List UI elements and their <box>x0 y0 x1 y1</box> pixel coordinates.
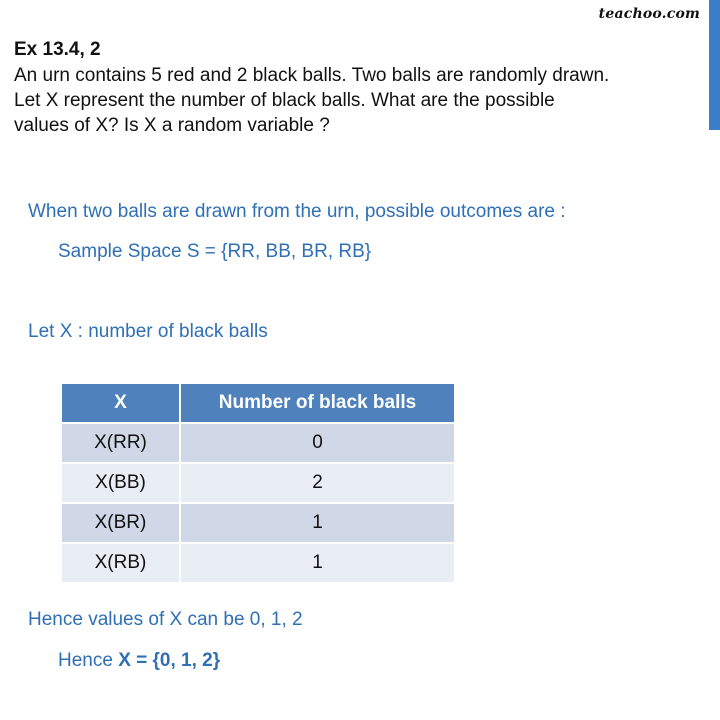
table-header-x: X <box>62 384 180 423</box>
brand-logo: teachoo.com <box>598 6 700 22</box>
table-cell-x: X(BR) <box>62 503 180 543</box>
question-line: An urn contains 5 red and 2 black balls. Two balls are randomly drawn. <box>14 65 610 86</box>
table-cell-x: X(BB) <box>62 463 180 503</box>
table-header-count: Number of black balls <box>180 384 454 423</box>
conclusion-text: Hence values of X can be 0, 1, 2 <box>28 609 303 630</box>
question-line: values of X? Is X a random variable ? <box>14 115 330 136</box>
table-cell-count: 2 <box>180 463 454 503</box>
definition-text: Let X : number of black balls <box>28 321 268 342</box>
table-cell-count: 1 <box>180 543 454 582</box>
table-row <box>62 423 454 463</box>
table-cell-x: X(RR) <box>62 423 180 463</box>
question-block <box>14 38 709 138</box>
table-row <box>62 543 454 582</box>
values-table <box>62 384 454 582</box>
table-cell-count: 0 <box>180 423 454 463</box>
table-row <box>62 503 454 543</box>
sample-space-text: Sample Space S = {RR, BB, BR, RB} <box>58 241 372 262</box>
table-row <box>62 463 454 503</box>
solution-outcomes-text: When two balls are drawn from the urn, possible outcomes are : <box>28 201 566 222</box>
question-line: Let X represent the number of black balls. What are the possible <box>14 90 555 111</box>
table-cell-x: X(RB) <box>62 543 180 582</box>
table-cell-count: 1 <box>180 503 454 543</box>
exercise-title: Ex 13.4, 2 <box>14 39 101 60</box>
table-header-row <box>62 384 454 423</box>
final-answer-prefix: Hence <box>58 650 119 671</box>
final-answer <box>58 650 220 672</box>
final-answer-value: X = {0, 1, 2} <box>118 650 221 671</box>
scrollbar-strip[interactable] <box>709 0 720 130</box>
